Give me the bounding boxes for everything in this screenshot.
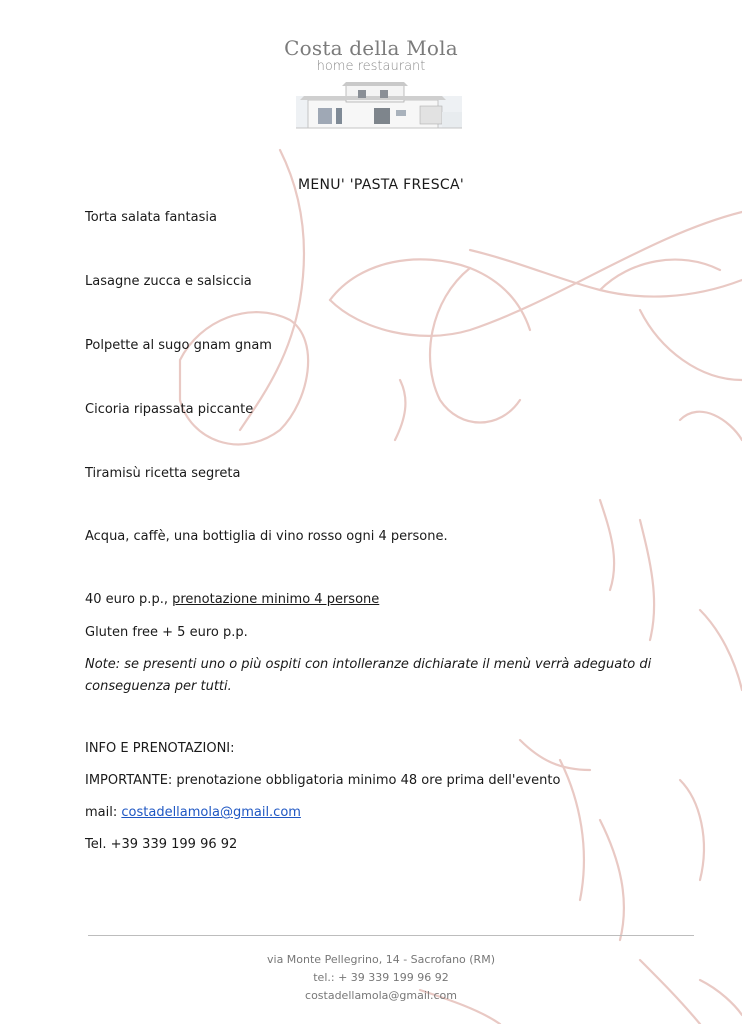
gluten-free-line: Gluten free + 5 euro p.p. [85, 625, 248, 640]
page-footer [0, 951, 742, 1005]
menu-item-starter: Torta salata fantasia [85, 210, 217, 225]
brand-name: Costa della Mola [284, 36, 458, 60]
email-link[interactable]: costadellamola@gmail.com [121, 805, 301, 820]
menu-item-meatballs: Polpette al sugo gnam gnam [85, 338, 272, 353]
mail-label: mail: [85, 805, 122, 820]
house-illustration-icon [296, 82, 462, 130]
booking-minimum: prenotazione minimo 4 persone [172, 592, 380, 607]
mail-line [85, 805, 301, 820]
menu-item-lasagne: Lasagne zucca e salsiccia [85, 274, 252, 289]
footer-email: costadellamola@gmail.com [305, 989, 457, 1002]
footer-divider [88, 935, 694, 936]
info-heading: INFO E PRENOTAZIONI: [85, 741, 235, 756]
menu-item-chicory: Cicoria ripassata piccante [85, 402, 254, 417]
important-label: IMPORTANTE: [85, 773, 173, 788]
important-line [85, 773, 560, 788]
menu-item-dessert: Tiramisù ricetta segreta [85, 466, 241, 481]
phone-line: Tel. +39 339 199 96 92 [85, 837, 238, 852]
intolerance-note: Note: se presenti uno o più ospiti con intolleranze dichiarate il menù verrà adeguato di conseguenza per tutti. [85, 657, 652, 694]
footer-address: via Monte Pellegrino, 14 - Sacrofano (RM) [267, 953, 495, 966]
restaurant-header [0, 36, 742, 74]
menu-title: MENU' 'PASTA FRESCA' [297, 177, 464, 193]
footer-tel: tel.: + 39 339 199 96 92 [313, 971, 449, 984]
price-text: 40 euro p.p., [85, 592, 173, 607]
price-line [85, 592, 379, 607]
menu-item-drinks: Acqua, caffè, una bottiglia di vino rosso ogni 4 persone. [85, 529, 448, 544]
brand-subtitle: home restaurant [316, 59, 426, 74]
important-text: prenotazione obbligatoria minimo 48 ore prima dell'evento [172, 773, 561, 788]
